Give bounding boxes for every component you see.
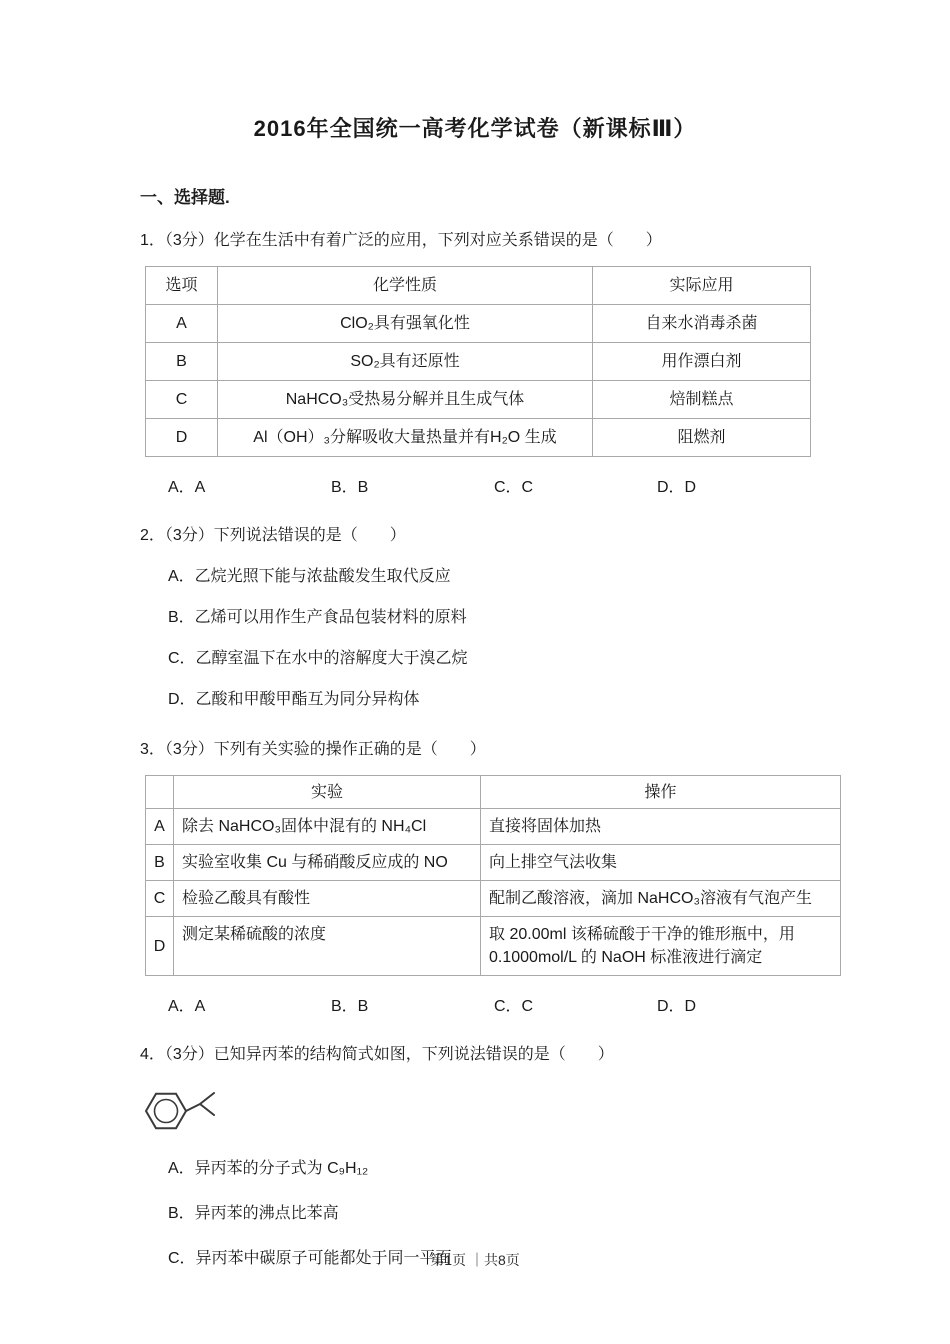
column-header: 实际应用	[593, 267, 811, 305]
question-3-table	[145, 775, 841, 976]
column-header	[146, 776, 174, 809]
option-letter-cell: A	[146, 305, 218, 343]
table-row	[146, 305, 811, 343]
experiment-cell: 除去 NaHCO₃固体中混有的 NH₄Cl	[174, 809, 481, 845]
option-letter-cell: C	[146, 381, 218, 419]
option-letter-cell: C	[146, 881, 174, 917]
question-2-stem: 2．（3分）下列说法错误的是（ ）	[140, 527, 406, 544]
isopropylbenzene-structure-image	[138, 1080, 238, 1142]
answer-choice: A．A	[168, 479, 206, 496]
question-3-stem: 3．（3分）下列有关实验的操作正确的是（ ）	[140, 741, 486, 758]
question-1-stem: 1．（3分）化学在生活中有着广泛的应用，下列对应关系错误的是（ ）	[140, 232, 662, 249]
chemical-property-cell: NaHCO₃受热易分解并且生成气体	[218, 381, 593, 419]
table-row	[146, 381, 811, 419]
table-row	[146, 881, 841, 917]
experiment-cell: 检验乙酸具有酸性	[174, 881, 481, 917]
answer-choice: D．D	[657, 998, 697, 1015]
page-title: 2016年全国统一高考化学试卷（新课标Ⅲ）	[253, 116, 697, 141]
question-4-option: A．异丙苯的分子式为 C₉H₁₂	[168, 1160, 369, 1177]
operation-cell: 向上排空气法收集	[481, 845, 841, 881]
experiment-cell: 测定某稀硫酸的浓度	[174, 917, 481, 976]
question-1-table	[145, 266, 811, 457]
table-row	[146, 917, 841, 976]
question-4-stem: 4．（3分）已知异丙苯的结构简式如图，下列说法错误的是（ ）	[140, 1046, 614, 1063]
table-row	[146, 343, 811, 381]
option-letter-cell: A	[146, 809, 174, 845]
question-1-answer-row	[168, 474, 950, 497]
section-header: 一、选择题.	[140, 188, 230, 207]
table-row	[146, 845, 841, 881]
answer-choice: A．A	[168, 998, 206, 1015]
operation-cell: 取 20.00ml 该稀硫酸于干净的锥形瓶中，用 0.1000mol/L 的 NaOH 标准液进行滴定	[481, 917, 841, 976]
application-cell: 用作漂白剂	[593, 343, 811, 381]
page-footer: 第1页 ｜共8页	[430, 1252, 520, 1268]
question-3-answer-row	[168, 993, 950, 1016]
operation-cell: 直接将固体加热	[481, 809, 841, 845]
question-4-option: C．异丙苯中碳原子可能都处于同一平面	[168, 1250, 452, 1267]
answer-choice: B．B	[331, 998, 369, 1015]
answer-choice: B．B	[331, 479, 369, 496]
question-2-option: C．乙醇室温下在水中的溶解度大于溴乙烷	[168, 650, 468, 667]
table-header-row	[146, 267, 811, 305]
question-2-option: A．乙烷光照下能与浓盐酸发生取代反应	[168, 568, 451, 585]
experiment-cell: 实验室收集 Cu 与稀硝酸反应成的 NO	[174, 845, 481, 881]
chemical-property-cell: SO₂具有还原性	[218, 343, 593, 381]
answer-choice: D．D	[657, 479, 697, 496]
table-header-row	[146, 776, 841, 809]
column-header: 实验	[174, 776, 481, 809]
table-row	[146, 419, 811, 457]
option-letter-cell: D	[146, 419, 218, 457]
option-letter-cell: B	[146, 343, 218, 381]
application-cell: 焙制糕点	[593, 381, 811, 419]
operation-cell: 配制乙酸溶液，滴加 NaHCO₃溶液有气泡产生	[481, 881, 841, 917]
chemical-property-cell: Al（OH）₃分解吸收大量热量并有H₂O 生成	[218, 419, 593, 457]
column-header: 化学性质	[218, 267, 593, 305]
table-row	[146, 809, 841, 845]
question-2-option: B．乙烯可以用作生产食品包装材料的原料	[168, 609, 467, 626]
option-letter-cell: B	[146, 845, 174, 881]
question-4-option: B．异丙苯的沸点比苯高	[168, 1205, 339, 1222]
column-header: 操作	[481, 776, 841, 809]
application-cell: 自来水消毒杀菌	[593, 305, 811, 343]
application-cell: 阻燃剂	[593, 419, 811, 457]
answer-choice: C．C	[494, 998, 534, 1015]
column-header: 选项	[146, 267, 218, 305]
question-2-option: D．乙酸和甲酸甲酯互为同分异构体	[168, 691, 420, 708]
structure-figure	[138, 1080, 950, 1142]
option-letter-cell: D	[146, 917, 174, 976]
chemical-property-cell: ClO₂具有强氧化性	[218, 305, 593, 343]
answer-choice: C．C	[494, 479, 534, 496]
